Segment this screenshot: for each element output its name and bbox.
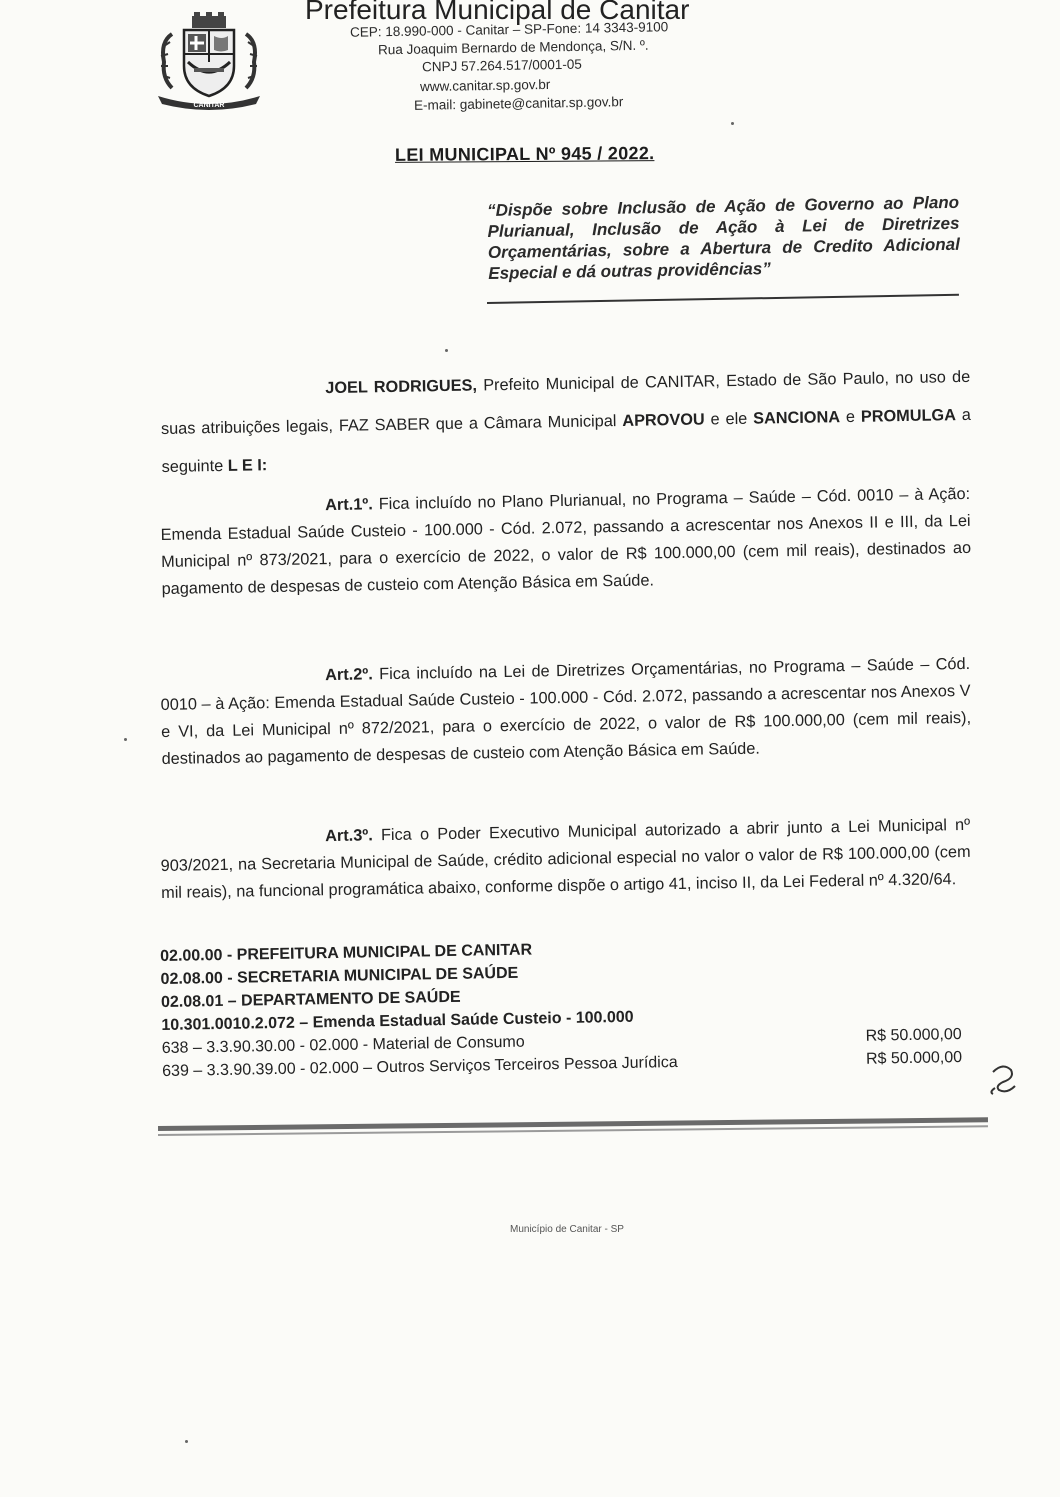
sanction-word: SANCIONA <box>753 408 841 428</box>
preamble-text-2: e ele <box>704 409 754 429</box>
preamble-text-3: e <box>839 407 862 427</box>
budget-item-value: R$ 50.000,00 <box>865 1026 962 1045</box>
scan-speck <box>185 1440 188 1443</box>
article-label: Art.2º. <box>325 665 373 685</box>
header-cep: CEP: 18.990-000 - Canitar – SP-Fone: 14 3343-9100 <box>349 19 669 40</box>
preamble-text-1: Prefeito Municipal de CANITAR, Estado de São Paulo, no uso de suas atribuições legais, FAZ SABER que a Câmara Municipal <box>160 367 971 438</box>
approved-word: APROVOU <box>622 410 705 430</box>
budget-item-desc: 638 – 3.3.90.30.00 - 02.000 - Material de Consumo <box>161 1033 525 1057</box>
budget-item-value: R$ 50.000,00 <box>865 1049 963 1068</box>
mayor-name: JOEL RODRIGUES, <box>325 376 478 398</box>
article-1 <box>160 481 972 603</box>
header-website: www.canitar.sp.gov.br <box>419 76 551 95</box>
budget-heading: 02.08.00 - SECRETARIA MUNICIPAL DE SAÚDE <box>160 964 519 988</box>
preamble-text-4: a seguinte <box>161 405 972 476</box>
page-footer: Município de Canitar - SP <box>510 1224 624 1235</box>
article-label: Art.1º. <box>325 495 373 515</box>
seal-text: CANITAR <box>193 102 225 109</box>
budget-heading: 10.301.0010.2.072 – Emenda Estadual Saúde Custeio - 100.000 <box>161 1008 634 1034</box>
article-label: Art.3º. <box>325 826 373 846</box>
budget-heading: 02.00.00 - PREFEITURA MUNICIPAL DE CANITAR <box>160 941 533 965</box>
article-text: Fica incluído no Plano Plurianual, no Programa – Saúde – Cód. 0010 – à Ação: Emenda Estadual Saúde Custeio - 100.000 - Cód. 2.072, passando a acrescentar nos Anexos II e III, da Lei Municipal nº 873/2021, para o exercício de 2022, o valor de R$ 100.000,00 (cem mil reais), destinados ao pagamento de despesas de custeio com Atenção Básica em Saúde. <box>160 484 972 598</box>
law-title: LEI MUNICIPAL Nº 945 / 2022. <box>394 143 655 165</box>
scan-speck <box>124 738 127 741</box>
coat-of-arms-icon <box>150 12 268 112</box>
budget-allocation <box>160 931 962 1083</box>
header-address: Rua Joaquim Bernardo de Mendonça, S/N. º. <box>377 37 649 58</box>
budget-item-desc: 639 – 3.3.90.39.00 - 02.000 – Outros Serviços Terceiros Pessoa Jurídica <box>162 1053 678 1080</box>
law-summary: “Dispõe sobre Inclusão de Ação de Governo ao Plano Plurianual, Inclusão de Ação à Lei de Diretrizes Orçamentárias, sobre a Abertura de Credito Adicional Especial e dá outras providências” <box>487 192 961 283</box>
promulgate-word: PROMULGA <box>860 406 957 426</box>
summary-underline <box>487 294 959 304</box>
lei-word: L E I: <box>227 456 268 475</box>
article-text: Fica o Poder Executivo Municipal autorizado a abrir junto a Lei Municipal nº 903/2021, na Secretaria Municipal de Saúde, crédito adicional especial no valor o valor de R$ 100.000,00 (cem mil reais), na funcional programática abaixo, conforme dispõe o artigo 41, inciso II, da Lei Federal nº 4.320/64. <box>160 815 971 902</box>
header-email: E-mail: gabinete@canitar.sp.gov.br <box>413 94 624 113</box>
budget-heading: 02.08.01 – DEPARTAMENTO DE SAÚDE <box>160 988 461 1011</box>
article-3 <box>160 812 971 907</box>
preamble-paragraph <box>160 358 972 486</box>
article-text: Fica incluído na Lei de Diretrizes Orçamentárias, no Programa – Saúde – Cód. 0010 – à Ação: Emenda Estadual Saúde Custeio - 100.000 - Cód. 2.072, passando a acrescentar nos Anexos V e VI, da Lei Municipal nº 872/2021, para o exercício de 2022, o valor de R$ 100.000,00 (cem mil reais), destinados ao pagamento de despesas de custeio com Atenção Básica em Saúde. <box>160 654 972 768</box>
scan-speck <box>731 122 734 125</box>
initials-signature-icon <box>985 1062 1021 1096</box>
article-2 <box>160 651 972 773</box>
scan-speck <box>445 349 448 352</box>
municipality-title: Prefeitura Municipal de Canitar <box>305 0 690 25</box>
header-cnpj: CNPJ 57.264.517/0001-05 <box>421 56 582 75</box>
